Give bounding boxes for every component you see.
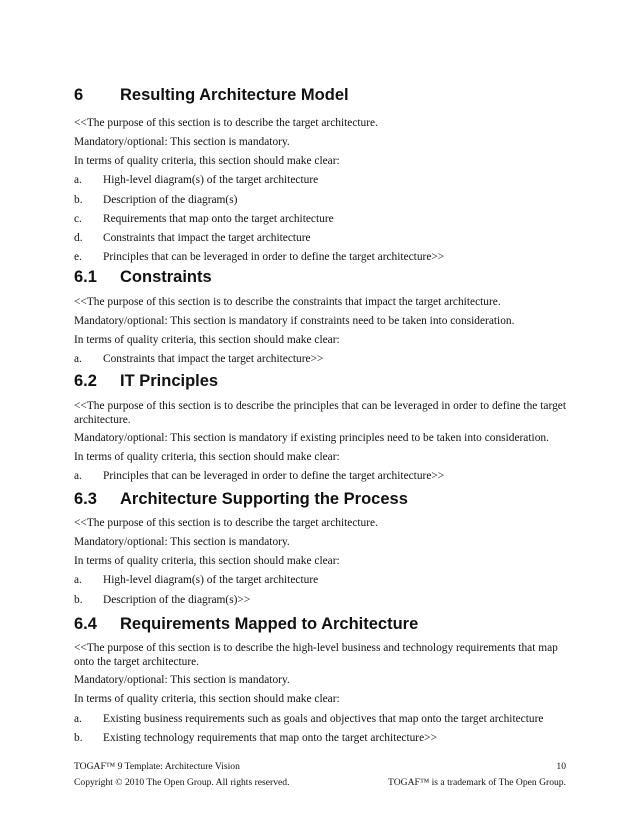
section-number: 6.2 (74, 372, 97, 390)
list-text: Constraints that impact the target architecture (103, 232, 311, 244)
section-title: Requirements Mapped to Architecture (120, 615, 419, 633)
list-text: High-level diagram(s) of the target architecture (103, 574, 319, 586)
list-text: Principles that can be leveraged in order to define the target architecture>> (103, 470, 445, 482)
list-text: Description of the diagram(s) (103, 194, 238, 206)
list-text: Constraints that impact the target architecture>> (103, 353, 324, 365)
section-title: IT Principles (120, 372, 219, 390)
section-number: 6.1 (74, 268, 97, 286)
section-title: Architecture Supporting the Process (120, 490, 408, 508)
footer-page-number: 10 (556, 761, 566, 772)
list-item (74, 193, 237, 207)
list-marker: b. (74, 732, 83, 744)
paragraph: Mandatory/optional: This section is mandatory. (74, 136, 290, 148)
list-marker: c. (74, 213, 82, 225)
paragraph: Mandatory/optional: This section is mandatory if constraints need to be taken into consideration. (74, 315, 515, 327)
paragraph: Mandatory/optional: This section is mandatory. (74, 536, 290, 548)
list-marker: a. (74, 713, 82, 725)
list-text: Existing business requirements such as goals and objectives that map onto the target architecture (103, 713, 544, 725)
list-marker: a. (74, 574, 82, 586)
list-item (74, 593, 250, 607)
paragraph: <<The purpose of this section is to describe the constraints that impact the target architecture. (74, 296, 501, 308)
section-number: 6.4 (74, 615, 97, 633)
list-text: Description of the diagram(s)>> (103, 594, 251, 606)
list-marker: d. (74, 232, 83, 244)
section-6-heading (74, 86, 349, 105)
list-text: High-level diagram(s) of the target architecture (103, 174, 319, 186)
list-item (74, 712, 543, 726)
list-text: Principles that can be leveraged in order to define the target architecture>> (103, 251, 445, 263)
list-marker: a. (74, 353, 82, 365)
paragraph: In terms of quality criteria, this section should make clear: (74, 451, 340, 463)
list-item (74, 173, 318, 187)
list-item (74, 212, 334, 226)
section-6-3-heading (74, 490, 408, 509)
paragraph: In terms of quality criteria, this section should make clear: (74, 555, 340, 567)
list-item (74, 469, 444, 483)
paragraph: <<The purpose of this section is to describe the high-level business and technology requirements that map onto the target architecture. (74, 642, 558, 668)
list-item (74, 573, 318, 587)
list-marker: e. (74, 251, 82, 263)
section-number: 6.3 (74, 490, 97, 508)
section-6-4-heading (74, 615, 418, 634)
list-item (74, 352, 323, 366)
list-text: Existing technology requirements that map onto the target architecture>> (103, 732, 438, 744)
footer-document-title: TOGAF™ 9 Template: Architecture Vision (74, 761, 240, 772)
paragraph: <<The purpose of this section is to describe the target architecture. (74, 117, 378, 129)
list-marker: a. (74, 174, 82, 186)
list-item (74, 231, 311, 245)
footer-trademark: TOGAF™ is a trademark of The Open Group. (388, 777, 566, 788)
paragraph: Mandatory/optional: This section is mandatory. (74, 674, 290, 686)
paragraph: In terms of quality criteria, this section should make clear: (74, 693, 340, 705)
paragraph: In terms of quality criteria, this section should make clear: (74, 155, 340, 167)
paragraph: <<The purpose of this section is to describe the principles that can be leveraged in order to define the target architecture. (74, 400, 566, 426)
list-marker: b. (74, 194, 83, 206)
list-item (74, 731, 437, 745)
section-number: 6 (74, 86, 84, 104)
section-title: Constraints (120, 268, 212, 286)
paragraph: In terms of quality criteria, this section should make clear: (74, 334, 340, 346)
section-6-2-heading (74, 372, 218, 391)
section-title: Resulting Architecture Model (120, 86, 349, 104)
list-text: Requirements that map onto the target architecture (103, 213, 334, 225)
list-marker: a. (74, 470, 82, 482)
list-item (74, 250, 444, 264)
list-marker: b. (74, 594, 83, 606)
footer-copyright: Copyright © 2010 The Open Group. All rights reserved. (74, 777, 290, 788)
paragraph: <<The purpose of this section is to describe the target architecture. (74, 517, 378, 529)
paragraph: Mandatory/optional: This section is mandatory if existing principles need to be taken into consideration. (74, 432, 549, 444)
section-6-1-heading (74, 268, 212, 287)
